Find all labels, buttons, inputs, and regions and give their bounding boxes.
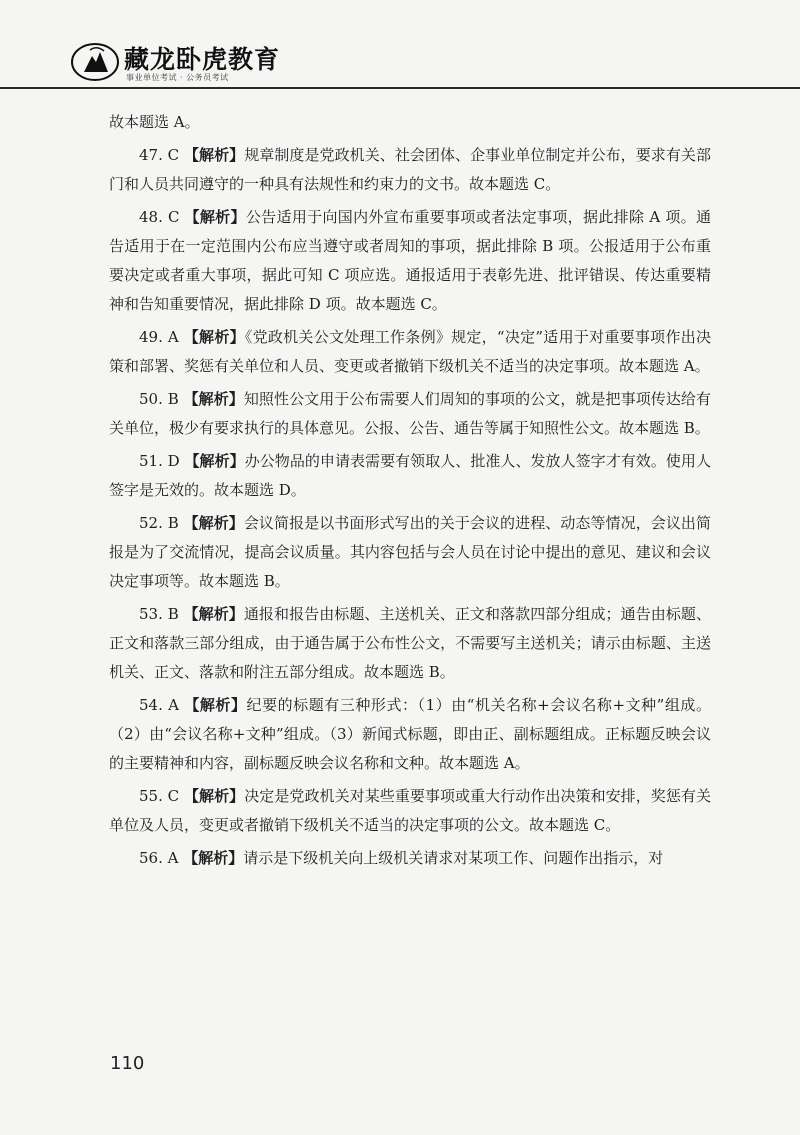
header-divider — [0, 87, 800, 89]
answer-number: 53. B — [139, 605, 179, 623]
answer-text: 决定是党政机关对某些重要事项或重大行动作出决策和安排，奖惩有关单位及人员，变更或者撤销下级机关不适当的决定事项的公文。故本题选 C。 — [109, 787, 711, 834]
answer-number: 47. C — [139, 146, 180, 164]
answer-51 — [109, 447, 711, 505]
answer-52 — [109, 509, 711, 596]
answer-47 — [109, 141, 711, 199]
analysis-label: 【解析】 — [184, 208, 246, 226]
answer-text: 知照性公文用于公布需要人们周知的事项的公文，就是把事项传达给有关单位，极少有要求执行的具体意见。公报、公告、通告等属于知照性公文。故本题选 B。 — [109, 390, 711, 437]
answer-text: 纪要的标题有三种形式：（1）由“机关名称+会议名称+文种”组成。（2）由“会议名称+文种”组成。（3）新闻式标题，即由正、副标题组成。正标题反映会议的主要精神和内容，副标题反映会议名称和文种。故本题选 A。 — [109, 696, 711, 772]
answer-text: 请示是下级机关向上级机关请求对某项工作、问题作出指示，对 — [243, 849, 664, 867]
answer-56 — [109, 844, 711, 873]
answer-54 — [109, 691, 711, 778]
answer-50 — [109, 385, 711, 443]
analysis-label: 【解析】 — [183, 328, 245, 346]
analysis-label: 【解析】 — [183, 849, 244, 867]
answer-49 — [109, 323, 711, 381]
answer-number: 56. A — [139, 849, 179, 867]
analysis-label: 【解析】 — [184, 452, 245, 470]
analysis-label: 【解析】 — [183, 390, 244, 408]
answer-number: 55. C — [139, 787, 180, 805]
answer-48 — [109, 203, 711, 319]
page-header — [0, 0, 800, 88]
brand-logo-icon — [70, 42, 120, 82]
answer-number: 52. B — [139, 514, 179, 532]
answer-explanations — [109, 108, 711, 877]
answer-number: 51. D — [139, 452, 180, 470]
answer-number: 49. A — [139, 328, 179, 346]
answer-53 — [109, 600, 711, 687]
answer-text: 公告适用于向国内外宣布重要事项或者法定事项，据此排除 A 项。通告适用于在一定范围内公布应当遵守或者周知的事项，据此排除 B 项。公报适用于公布重要决定或者重大事项，据此可知 C 项应选。通报适用于表彰先进、批评错误、传达重要精神和告知重要情况，据此排除 D 项。故本题选 C。 — [109, 208, 711, 313]
analysis-label: 【解析】 — [183, 514, 244, 532]
answer-number: 48. C — [139, 208, 180, 226]
answer-text: 办公物品的申请表需要有领取人、批准人、发放人签字才有效。使用人签字是无效的。故本题选 D。 — [109, 452, 711, 499]
brand-subtitle: 事业单位考试 · 公务员考试 — [126, 73, 229, 82]
brand-title: 藏龙卧虎教育 — [124, 45, 281, 74]
answer-text: 规章制度是党政机关、社会团体、企事业单位制定并公布，要求有关部门和人员共同遵守的一种具有法规性和约束力的文书。故本题选 C。 — [109, 146, 711, 193]
analysis-label: 【解析】 — [184, 696, 247, 714]
analysis-label: 【解析】 — [184, 146, 245, 164]
answer-text: 会议简报是以书面形式写出的关于会议的进程、动态等情况，会议出简报是为了交流情况，提高会议质量。其内容包括与会人员在讨论中提出的意见、建议和会议决定事项等。故本题选 B。 — [109, 514, 711, 590]
answer-number: 54. A — [139, 696, 180, 714]
answer-55 — [109, 782, 711, 840]
answer-number: 50. B — [139, 390, 179, 408]
answer-text: 通报和报告由标题、主送机关、正文和落款四部分组成；通告由标题、正文和落款三部分组成，由于通告属于公布性公文，不需要写主送机关；请示由标题、主送机关、正文、落款和附注五部分组成。故本题选 B。 — [109, 605, 711, 681]
answer-text: 《党政机关公文处理工作条例》规定，“决定”适用于对重要事项作出决策和部署、奖惩有关单位和人员、变更或者撤销下级机关不适当的决定事项。故本题选 A。 — [109, 328, 711, 375]
analysis-label: 【解析】 — [183, 605, 244, 623]
lead-paragraph: 故本题选 A。 — [109, 113, 200, 131]
analysis-label: 【解析】 — [184, 787, 245, 805]
page-number: 110 — [110, 1053, 145, 1074]
